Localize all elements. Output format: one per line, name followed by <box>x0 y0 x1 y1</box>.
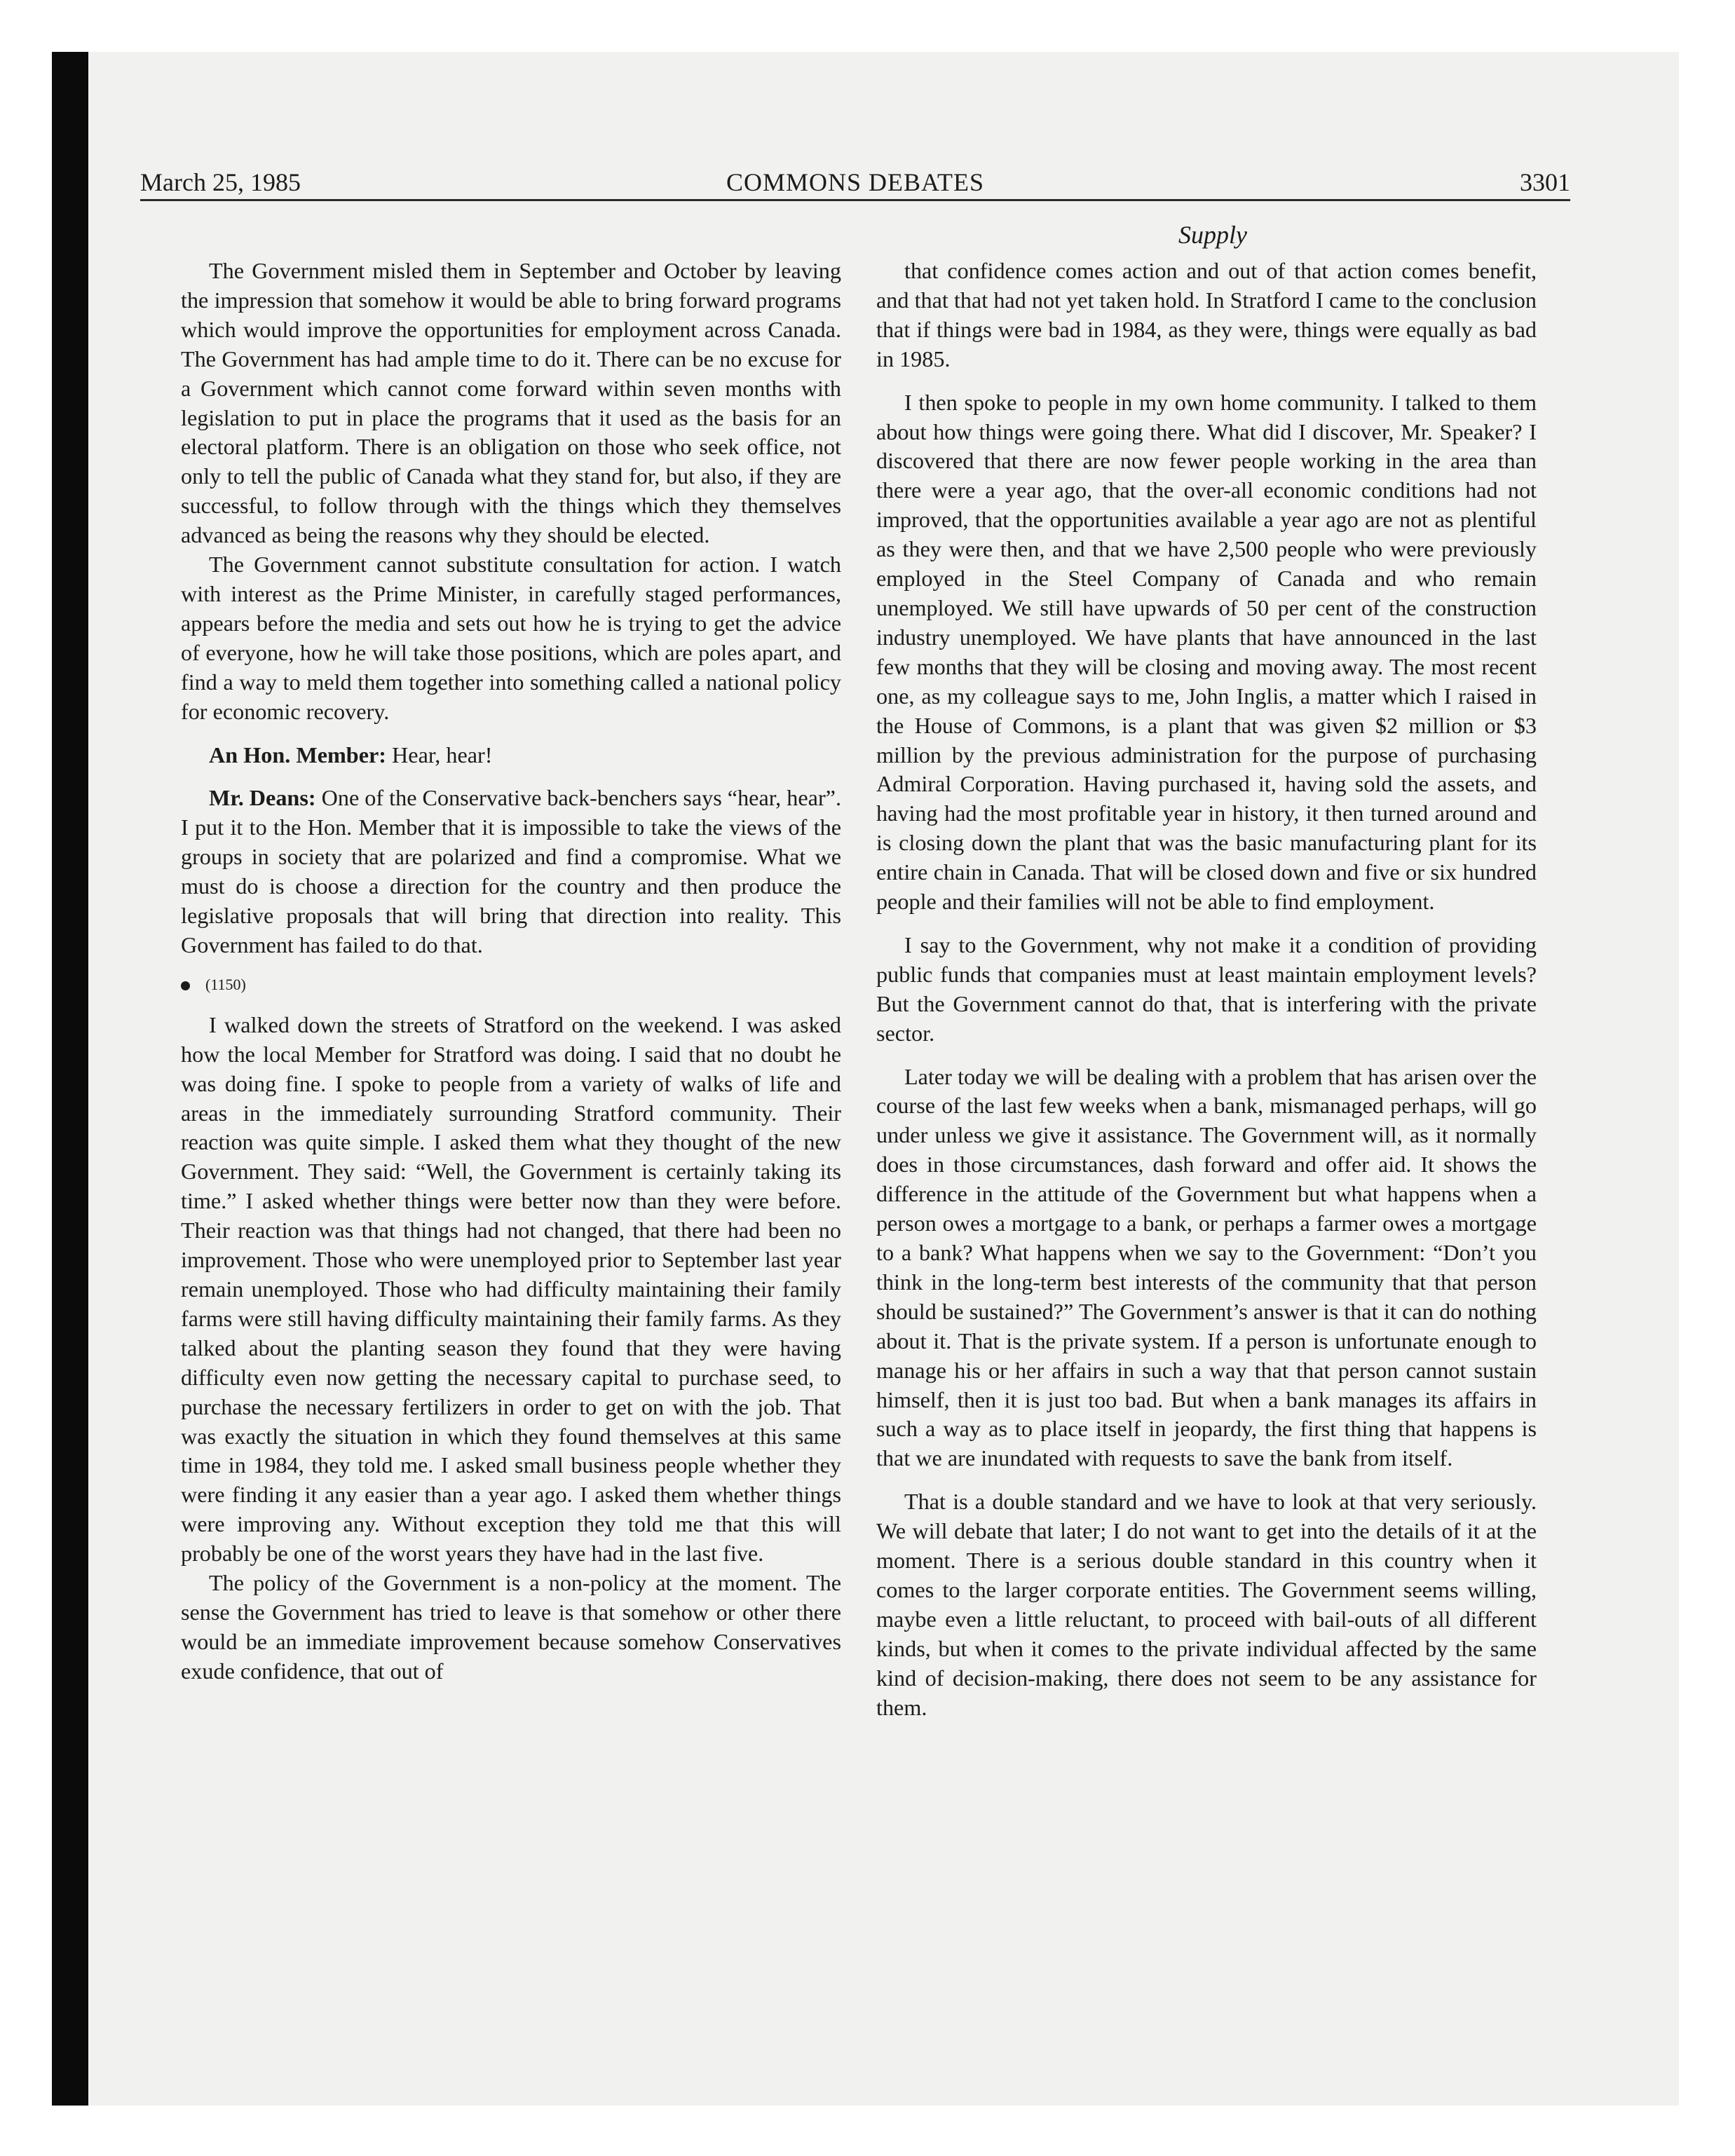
speaker-name: An Hon. Member: <box>209 742 386 767</box>
paragraph: I then spoke to people in my own home community. I talked to them about how things were going there. What did I discover, Mr. Speaker? I discovered that there are now fewer people working in the area than there were a year ago, that the over-all economic conditions had not improved, that the opportunities available a year ago are not as plentiful as they were then, and that we have 2,500 people who were previously employed in the Steel Company of Canada and who remain unemployed. We still have upwards of 50 per cent of the construction industry unemployed. We have plants that have announced in the last few months that they will be closing and moving away. The most recent one, as my colleague says to me, John Inglis, a matter which I raised in the House of Commons, is a plant that was given $2 million or $3 million by the previous administration for the purpose of purchasing Admiral Corporation. Having purchased it, having sold the assets, and having had the most profitable year in history, it then turned around and is closing down the plant that was the basic manufacturing plant for its entire chain in Canada. That will be closed down and five or six hundred people and their families will not be able to find employment. <box>876 389 1537 915</box>
time-marker <box>181 974 841 995</box>
binding-shadow <box>52 52 88 2106</box>
speaker-name: Mr. Deans: <box>209 785 316 811</box>
speech-paragraph <box>181 741 841 770</box>
paragraph: I walked down the streets of Stratford on the weekend. I was asked how the local Member for Stratford was doing. I said that no doubt he was doing fine. I spoke to people from a variety of walks of life and areas in the immediately surrounding Stratford community. Their reaction was quite simple. I asked them what they thought of the new Government. They said: “Well, the Government is certainly taking its time.” I asked whether things were better now than they were before. Their reaction was that things had not changed, that there had been no improvement. Those who were unemployed prior to September last year remain unemployed. Those who had difficulty maintaining their family farms were still having difficulty maintaining their family farms. As they talked about the planting season they found that they were having difficulty even now getting the necessary capital to purchase seed, to purchase the necessary fertilizers in order to get on with the job. That was exactly the situation in which they found themselves at this same time in 1984, they told me. I asked small business people whether they were finding it any easier than a year ago. I asked them whether things were improving any. Without exception they told me that this will probably be one of the worst years they have had in the last five. <box>181 1011 841 1567</box>
paragraph: that confidence comes action and out of that action comes benefit, and that that had not yet taken hold. In Stratford I came to the conclusion that if things were bad in 1984, as they were, things were equally as bad in 1985. <box>876 258 1537 371</box>
header-page-number: 3301 <box>1520 168 1570 196</box>
running-header <box>140 165 1570 201</box>
section-title: Supply <box>1178 221 1247 249</box>
header-date: March 25, 1985 <box>140 168 301 196</box>
paragraph: I say to the Government, why not make it a condition of providing public funds that companies must at least maintain employment levels? But the Government cannot do that, that is interfering with the private sector. <box>876 932 1537 1046</box>
paragraph: Later today we will be dealing with a problem that has arisen over the course of the last few weeks when a bank, mismanaged perhaps, will go under unless we give it assistance. The Government will, as it normally does in those circumstances, dash forward and offer aid. It shows the difference in the attitude of the Government but what happens when a person owes a mortgage to a bank, or perhaps a farmer owes a mortgage to a bank? What happens when we say to the Government: “Don’t you think in the long-term best interests of the community that that person should be sustained?” The Government’s answer is that it can do nothing about it. That is the private system. If a person is unfortunate enough to manage his or her affairs in such a way that that person cannot sustain himself, then it is just too bad. But when a bank manages its affairs in such a way as to place itself in jeopardy, the first thing that happens is that we are inundated with requests to save the bank from itself. <box>876 1063 1537 1471</box>
paragraph: That is a double standard and we have to look at that very seriously. We will debate that later; I do not want to get into the details of it at the moment. There is a serious double standard in this country when it comes to the larger corporate entities. The Government seems willing, maybe even a little reluctant, to proceed with bail-outs of all different kinds, but when it comes to the private individual affected by the same kind of decision-making, there does not seem to be any assistance for them. <box>876 1489 1537 1720</box>
speech-paragraph <box>181 784 841 960</box>
paragraph: The Government cannot substitute consultation for action. I watch with interest as the Prime Minister, in carefully staged performances, appears before the media and sets out how he is trying to get the advice of everyone, how he will take those positions, which are poles apart, and find a way to meld them together into something called a national policy for economic recovery. <box>181 552 841 724</box>
time-marker-label: (1150) <box>205 975 246 993</box>
speech-text: Hear, hear! <box>386 742 493 767</box>
paragraph: The Government misled them in September and October by leaving the impression that somehow it would be able to bring forward programs which would improve the opportunities for employment across Canada. The Government has had ample time to do it. There can be no excuse for a Government which cannot come forward within seven months with legislation to put in place the programs that it used as the basis for an electoral platform. There is an obligation on those who seek office, not only to tell the public of Canada what they stand for, but also, if they are successful, to follow through with the things which they themselves advanced as being the reasons why they should be elected. <box>181 258 841 548</box>
speech-text: One of the Conservative back-benchers says “hear, hear”. I put it to the Hon. Member that it is impossible to take the views of the groups in society that are polarized and find a compromise. What we must do is choose a direction for the country and then produce the legislative proposals that will bring that direction into reality. This Government has failed to do that. <box>181 785 841 957</box>
right-column <box>876 257 1537 1723</box>
bullet-icon <box>181 981 190 990</box>
header-publication: COMMONS DEBATES <box>726 168 985 196</box>
paragraph: The policy of the Government is a non-policy at the moment. The sense the Government has tried to leave is that somehow or other there would be an immediate improvement because somehow Conservatives exude confidence, that out of <box>181 1570 841 1684</box>
left-column <box>181 257 841 1686</box>
